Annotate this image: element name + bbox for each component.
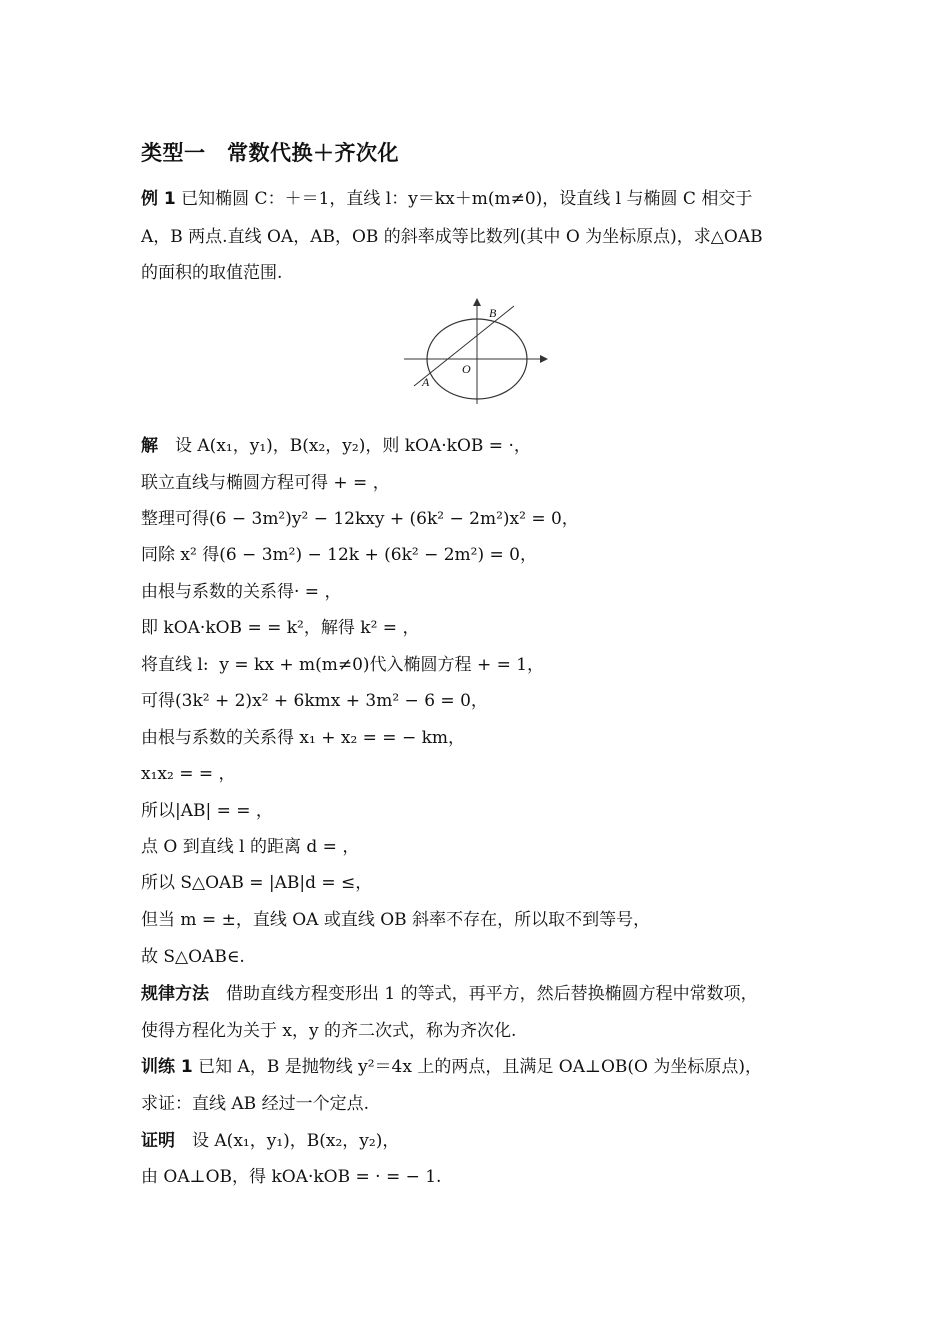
solution-line-8: 可得(3k² + 2)x² + 6kmx + 3m² − 6 = 0， xyxy=(141,691,488,711)
solution-text-1: 设 A(x₁，y₁)，B(x₂，y₂)，则 kOA·kOB = ·， xyxy=(158,436,531,456)
solution-line-7: 将直线 l: y = kx + m(m≠0)代入椭圆方程 + = 1， xyxy=(141,655,545,675)
example-1-line-1 xyxy=(141,188,752,210)
point-a-label: A xyxy=(422,375,430,389)
solution-line-13: 所以 S△OAB = |AB|d = ≤， xyxy=(141,873,373,893)
solution-line-1 xyxy=(141,435,531,457)
exercise-1-tag: 训练 1 xyxy=(141,1057,193,1077)
solution-tag: 解 xyxy=(141,436,158,456)
solution-line-15: 故 S△OAB∈. xyxy=(141,947,245,967)
exercise-1-line-2: 求证：直线 AB 经过一个定点. xyxy=(141,1094,369,1114)
point-b-label: B xyxy=(489,306,497,320)
example-1-line-3: 的面积的取值范围. xyxy=(141,263,283,283)
solution-line-6: 即 kOA·kOB = = k²，解得 k² = ， xyxy=(141,618,420,638)
example-1-text-1: 已知椭圆 C：＋＝1，直线 l：y＝kx＋m(m≠0)，设直线 l 与椭圆 C 相交于 xyxy=(175,189,753,209)
method-tag: 规律方法 xyxy=(141,984,209,1004)
proof-tag: 证明 xyxy=(141,1131,175,1151)
solution-line-14: 但当 m = ±，直线 OA 或直线 OB 斜率不存在，所以取不到等号， xyxy=(141,910,651,930)
solution-line-9: 由根与系数的关系得 x₁ + x₂ = = − km， xyxy=(141,728,466,748)
method-line-2: 使得方程化为关于 x，y 的齐二次式，称为齐次化. xyxy=(141,1021,517,1041)
ellipse-figure xyxy=(400,296,552,408)
origin-label: O xyxy=(462,362,471,376)
solution-line-4: 同除 x² 得(6 − 3m²) − 12k + (6k² − 2m²) = 0， xyxy=(141,545,537,565)
solution-line-11: 所以|AB| = = ， xyxy=(141,801,273,821)
proof-text-1: 设 A(x₁，y₁)，B(x₂，y₂)， xyxy=(175,1131,400,1151)
solution-line-2: 联立直线与椭圆方程可得 + = ， xyxy=(141,473,390,493)
solution-line-3: 整理可得(6 − 3m²)y² − 12kxy + (6k² − 2m²)x² = 0， xyxy=(141,509,579,529)
solution-line-10: x₁x₂ = = ， xyxy=(141,764,236,784)
example-1-tag: 例 1 xyxy=(141,189,176,209)
method-text-1: 借助直线方程变形出 1 的等式，再平方，然后替换椭圆方程中常数项， xyxy=(209,984,758,1004)
proof-line-2: 由 OA⊥OB，得 kOA·kOB = · = − 1. xyxy=(141,1167,442,1187)
solution-line-12: 点 O 到直线 l 的距离 d = ， xyxy=(141,837,360,857)
example-1-line-2: A，B 两点.直线 OA，AB，OB 的斜率成等比数列(其中 O 为坐标原点)，求△OAB xyxy=(141,227,763,247)
solution-line-5: 由根与系数的关系得· = ， xyxy=(141,582,342,602)
exercise-1-text-1: 已知 A，B 是抛物线 y²＝4x 上的两点，且满足 OA⊥OB(O 为坐标原点)， xyxy=(192,1057,762,1077)
method-line-1 xyxy=(141,983,758,1005)
section-title: 类型一 常数代换＋齐次化 xyxy=(141,141,399,165)
exercise-1-line-1 xyxy=(141,1056,762,1078)
proof-line-1 xyxy=(141,1130,399,1152)
